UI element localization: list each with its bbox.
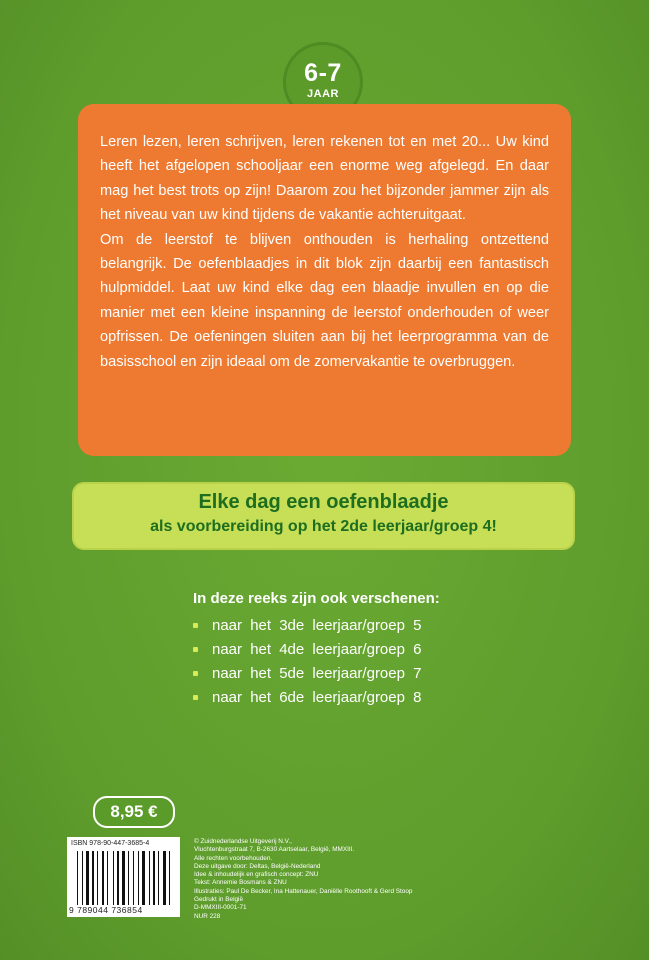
tagline-sub: als voorbereiding op het 2de leerjaar/groep 4! (150, 518, 497, 535)
series-item-label: naar het 6de leerjaar/groep 8 (212, 688, 422, 706)
series-item (193, 637, 440, 661)
isbn-label: ISBN 978-90-447-3685-4 (71, 840, 150, 847)
bullet-icon (193, 647, 198, 652)
barcode-digits: 9 789044 736854 (69, 905, 143, 915)
tagline-box (72, 482, 575, 550)
bullet-icon (193, 623, 198, 628)
colophon-line: Vluchtenburgstraat 7, B-2630 Aartselaar, België, MMXIII. (194, 846, 355, 854)
series-section (193, 590, 440, 709)
bullet-icon (193, 671, 198, 676)
colophon-line: NUR 228 (194, 912, 221, 920)
colophon-line: D-MMXIII-0001-71 (194, 904, 247, 912)
bullet-icon (193, 695, 198, 700)
colophon-line: Gedrukt in België (194, 896, 244, 904)
intro-paragraph-1: Leren lezen, leren schrijven, leren rekenen tot en met 20... Uw kind heeft het afgelopen schooljaar een enorme weg afgelegd. En daar mag het best trots op zijn! Daarom zou het bijzonder jammer zijn als het niveau van uw kind tijdens de vakantie achteruitgaat. (100, 134, 549, 224)
series-item-label: naar het 5de leerjaar/groep 7 (212, 664, 422, 682)
series-item (193, 661, 440, 685)
barcode (67, 837, 180, 917)
price-badge: 8,95 € (93, 796, 175, 828)
series-item (193, 685, 440, 709)
series-item-label: naar het 4de leerjaar/groep 6 (212, 640, 422, 658)
age-unit: JAAR (307, 88, 339, 100)
series-item-label: naar het 3de leerjaar/groep 5 (212, 616, 422, 634)
colophon-line: Alle rechten voorbehouden. (194, 854, 273, 862)
series-item (193, 613, 440, 637)
colophon-line: Tekst: Annemie Bosmans & ZNU (194, 879, 287, 887)
tagline-main: Elke dag een oefenblaadje (198, 491, 449, 513)
intro-text-box (78, 104, 571, 456)
age-number: 6-7 (304, 59, 342, 87)
series-heading: In deze reeks zijn ook verschenen: (193, 590, 440, 607)
series-list (193, 613, 440, 709)
barcode-bars (77, 851, 172, 905)
colophon-line: Idee & inhoudelijk en grafisch concept: ZNU (194, 871, 319, 879)
colophon-line: © Zuidnederlandse Uitgeverij N.V., (194, 838, 292, 845)
colophon-line: Illustraties: Paul De Becker, Ina Hattenauer, Daniëlle Roothooft & Gerd Stoop (194, 887, 413, 895)
intro-paragraph-2: Om de leerstof te blijven onthouden is herhaling ontzettend belangrijk. De oefenblaadjes in dit blok zijn daarbij een fantastisch hulpmiddel. Laat uw kind elke dag een blaadje invullen en op die manier met een kleine inspanning de leerstof onderhouden of weer opfrissen. De oefeningen sluiten aan bij het leerprogramma van de basisschool en zijn ideaal om de zomervakantie te overbruggen. (100, 231, 549, 370)
colophon (194, 838, 412, 921)
colophon-line: Deze uitgave door: Deltas, België-Nederland (194, 862, 321, 870)
